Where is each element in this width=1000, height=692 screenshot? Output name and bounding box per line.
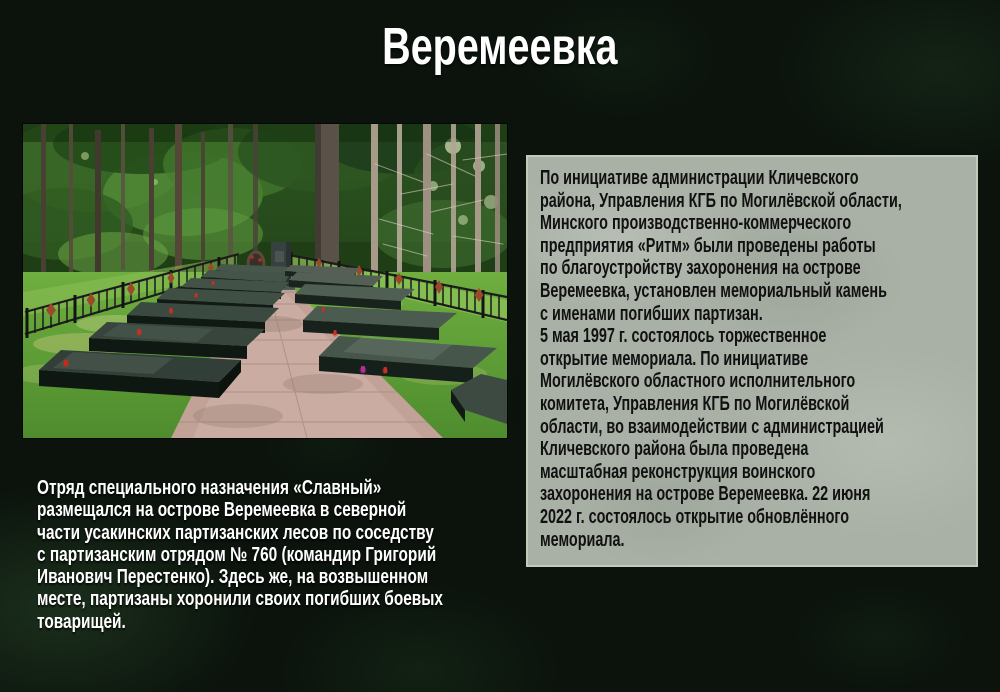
text-line: Отряд специального назначения «Славный»: [37, 477, 382, 499]
text-line: По инициативе администрации Кличевского: [540, 167, 859, 189]
memorial-photo: [23, 124, 507, 438]
text-line: Могилёвского областного исполнительного: [540, 370, 856, 393]
text-line: Кличевского района была проведена: [540, 438, 809, 461]
text-line: товарищей.: [37, 610, 126, 633]
text-line: с партизанским отрядом № 760 (командир Григорий: [37, 543, 437, 566]
history-text: [540, 167, 902, 551]
text-line: Веремеевка, установлен мемориальный камень: [540, 279, 887, 302]
text-line: масштабная реконструкция воинского: [540, 460, 816, 483]
text-line: 5 мая 1997 г. состоялось торжественное: [540, 325, 827, 348]
text-line: месте, партизаны хоронили своих погибших боевых: [37, 588, 443, 611]
text-line: района, Управления КГБ по Могилёвской области,: [540, 189, 902, 212]
text-line: мемориала.: [540, 528, 625, 551]
text-line: по благоустройству захоронения на острове: [540, 257, 861, 280]
text-line: предприятия «Ритм» были проведены работы: [540, 234, 876, 257]
page-title-wrap: [0, 18, 1000, 76]
text-line: захоронения на острове Веремеевка. 22 июня: [540, 483, 871, 506]
history-panel: [526, 155, 978, 567]
text-line: области, во взаимодействии с администрацией: [540, 415, 884, 438]
text-line: комитета, Управления КГБ по Могилёвской: [540, 392, 850, 415]
text-line: Иванович Перестенко). Здесь же, на возвышенном: [37, 566, 429, 589]
text-line: части усакинских партизанских лесов по соседству: [37, 521, 434, 544]
text-line: с именами погибших партизан.: [540, 302, 763, 325]
text-line: 2022 г. состоялось открытие обновлённого: [540, 505, 850, 528]
photo-caption: [37, 477, 443, 633]
text-line: открытие мемориала. По инициативе: [540, 347, 809, 370]
text-line: Минского производственно-коммерческого: [540, 212, 852, 235]
page-title: Веремеевка: [382, 18, 618, 76]
text-line: размещался на острове Веремеевка в северной: [37, 499, 407, 522]
